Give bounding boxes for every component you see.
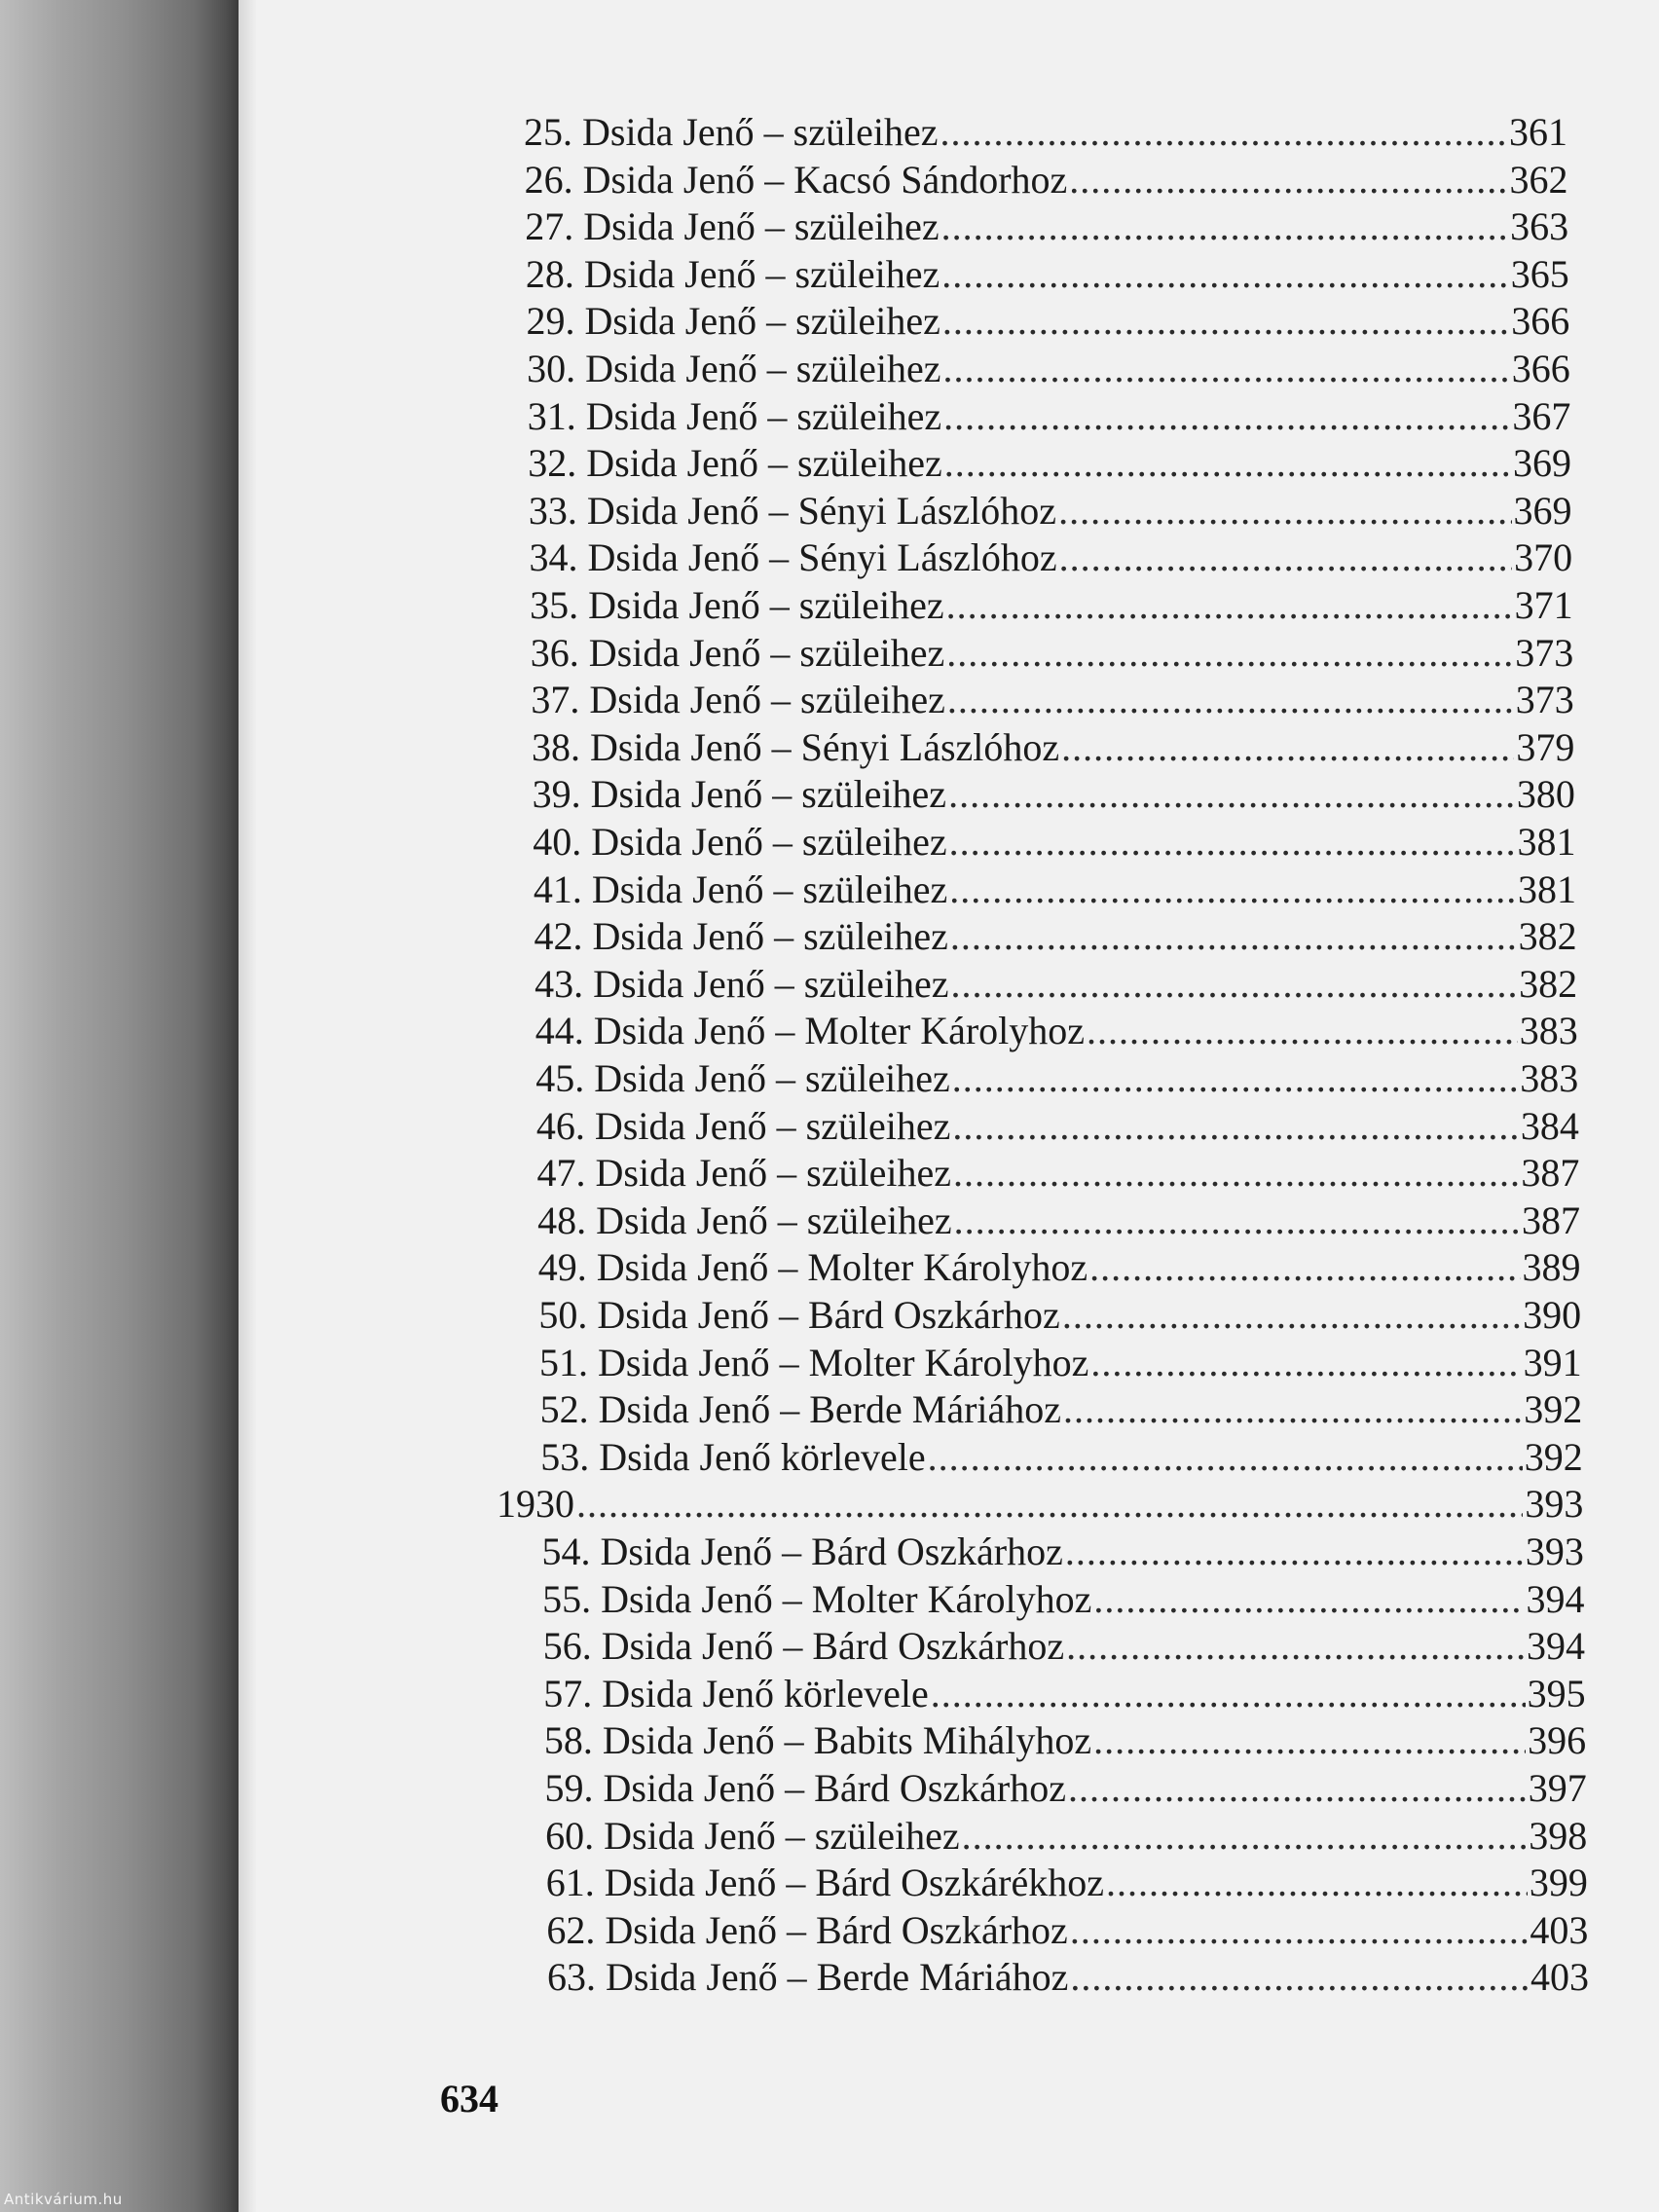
toc-entry-page: 394 bbox=[1526, 1576, 1585, 1621]
toc-leader-dots bbox=[931, 1671, 1526, 1717]
toc-entry-page: 373 bbox=[1515, 678, 1574, 722]
toc-leader-dots bbox=[928, 1434, 1523, 1481]
toc-entry bbox=[534, 866, 1576, 914]
toc-entry-page: 390 bbox=[1523, 1293, 1582, 1337]
toc-entry-title: 62. Dsida Jenő – Bárd Oszkárhoz bbox=[546, 1907, 1068, 1952]
toc-leader-dots bbox=[1068, 1765, 1527, 1812]
toc-entry-page: 384 bbox=[1520, 1103, 1579, 1148]
toc-entry-title: 47. Dsida Jenő – szüleihez bbox=[536, 1151, 951, 1196]
toc-entry-title: 57. Dsida Jenő körlevele bbox=[543, 1671, 929, 1715]
toc-entry-page: 392 bbox=[1524, 1434, 1583, 1479]
toc-leader-dots bbox=[1062, 1292, 1521, 1339]
toc-entry bbox=[540, 1434, 1583, 1482]
toc-entry-title: 36. Dsida Jenő – szüleihez bbox=[530, 630, 945, 675]
toc-entry-title: 61. Dsida Jenő – Bárd Oszkárékhoz bbox=[545, 1861, 1104, 1905]
toc-entry-page: 380 bbox=[1516, 772, 1575, 817]
toc-entry bbox=[546, 1860, 1588, 1907]
toc-leader-dots bbox=[943, 346, 1510, 392]
toc-leader-dots bbox=[950, 913, 1517, 960]
toc-entry-title: 25. Dsida Jenő – szüleihez bbox=[524, 110, 939, 154]
toc-entry-page: 394 bbox=[1527, 1624, 1586, 1669]
toc-entry bbox=[537, 1150, 1580, 1198]
toc-entry-page: 395 bbox=[1527, 1671, 1586, 1715]
toc-entry bbox=[538, 1292, 1581, 1340]
toc-entry bbox=[545, 1813, 1587, 1861]
toc-entry bbox=[546, 1907, 1588, 1955]
toc-leader-dots bbox=[1070, 1954, 1529, 2001]
toc-entry-page: 367 bbox=[1512, 393, 1571, 438]
toc-leader-dots bbox=[1106, 1860, 1528, 1906]
toc-entry-page: 399 bbox=[1529, 1861, 1588, 1905]
toc-entry-title: 52. Dsida Jenő – Berde Máriához bbox=[539, 1387, 1062, 1432]
toc-entry-page: 373 bbox=[1515, 630, 1574, 675]
toc-leader-dots bbox=[942, 298, 1509, 345]
toc-entry-title: 29. Dsida Jenő – szüleihez bbox=[526, 299, 940, 344]
toc-leader-dots bbox=[947, 677, 1514, 723]
toc-entry-page: 392 bbox=[1524, 1387, 1583, 1432]
toc-leader-dots bbox=[944, 440, 1511, 487]
toc-entry-title: 45. Dsida Jenő – szüleihez bbox=[535, 1056, 950, 1100]
toc-leader-dots bbox=[1089, 1244, 1520, 1291]
toc-leader-dots bbox=[951, 961, 1518, 1008]
toc-entry bbox=[526, 298, 1569, 346]
toc-entry-page: 387 bbox=[1521, 1198, 1580, 1242]
toc-leader-dots bbox=[1093, 1717, 1526, 1764]
toc-entry-title: 55. Dsida Jenő – Molter Károlyhoz bbox=[542, 1576, 1092, 1621]
toc-entry-page: 389 bbox=[1522, 1245, 1581, 1290]
toc-entry-page: 382 bbox=[1519, 961, 1578, 1006]
toc-entry-page: 383 bbox=[1520, 1056, 1579, 1100]
toc-entry-page: 361 bbox=[1509, 110, 1567, 154]
toc-entry-page: 396 bbox=[1528, 1718, 1587, 1763]
toc-entry-title: 48. Dsida Jenő – szüleihez bbox=[537, 1198, 952, 1242]
toc-entry bbox=[533, 771, 1575, 819]
toc-entry-page: 397 bbox=[1528, 1766, 1587, 1810]
toc-entry-page: 381 bbox=[1517, 820, 1576, 864]
toc-leader-dots bbox=[1058, 488, 1511, 535]
toc-entry bbox=[530, 582, 1572, 630]
toc-leader-dots bbox=[946, 582, 1513, 629]
toc-entry-title: 54. Dsida Jenő – Bárd Oszkárhoz bbox=[541, 1530, 1063, 1573]
toc-entry-title: 41. Dsida Jenő – szüleihez bbox=[533, 866, 948, 911]
toc-section-year: 1930 bbox=[497, 1482, 574, 1527]
toc-entry bbox=[526, 251, 1569, 299]
toc-entry-title: 44. Dsida Jenő – Molter Károlyhoz bbox=[535, 1009, 1086, 1053]
toc-leader-dots bbox=[952, 1055, 1519, 1102]
toc-entry bbox=[497, 1481, 1583, 1529]
page-number: 634 bbox=[440, 2077, 498, 2120]
toc-entry bbox=[525, 203, 1568, 251]
toc-entry-title: 53. Dsida Jenő körlevele bbox=[540, 1434, 926, 1479]
toc-entry-title: 56. Dsida Jenő – Bárd Oszkárhoz bbox=[542, 1624, 1065, 1669]
toc-entry bbox=[525, 157, 1568, 204]
toc-entry-page: 383 bbox=[1519, 1009, 1578, 1053]
toc-leader-dots bbox=[941, 251, 1508, 298]
toc-entry-title: 38. Dsida Jenő – Sényi Lászlóhoz bbox=[532, 724, 1060, 769]
toc-entry-page: 381 bbox=[1518, 866, 1577, 911]
toc-entry bbox=[535, 961, 1577, 1009]
toc-leader-dots bbox=[949, 819, 1516, 866]
toc-entry-page: 370 bbox=[1514, 535, 1573, 580]
toc-leader-dots bbox=[943, 393, 1510, 440]
toc-entry bbox=[540, 1386, 1583, 1434]
toc-leader-dots bbox=[1093, 1576, 1524, 1623]
toc-entry-title: 51. Dsida Jenő – Molter Károlyhoz bbox=[539, 1340, 1089, 1384]
table-of-contents bbox=[0, 109, 1659, 2008]
toc-entry-page: 393 bbox=[1525, 1530, 1584, 1573]
toc-leader-dots bbox=[1059, 535, 1512, 581]
toc-entry-title: 27. Dsida Jenő – szüleihez bbox=[525, 204, 940, 249]
toc-entry-page: 382 bbox=[1518, 914, 1577, 959]
watermark-text: Antikvárium.hu bbox=[4, 2191, 123, 2208]
toc-leader-dots bbox=[946, 630, 1513, 677]
toc-leader-dots bbox=[1061, 724, 1514, 771]
toc-leader-dots bbox=[948, 771, 1515, 818]
toc-leader-dots bbox=[1063, 1386, 1522, 1433]
toc-leader-dots bbox=[952, 1103, 1518, 1150]
toc-entry-page: 362 bbox=[1509, 157, 1568, 202]
toc-entry-title: 43. Dsida Jenő – szüleihez bbox=[535, 961, 949, 1006]
toc-leader-dots bbox=[1069, 157, 1507, 203]
toc-entry-page: 369 bbox=[1512, 441, 1571, 486]
toc-entry bbox=[531, 677, 1573, 724]
toc-leader-dots bbox=[1065, 1529, 1524, 1575]
toc-leader-dots bbox=[949, 866, 1516, 913]
toc-entry-page: 398 bbox=[1529, 1813, 1588, 1858]
toc-entry bbox=[533, 819, 1575, 866]
toc-entry-title: 37. Dsida Jenő – szüleihez bbox=[531, 678, 945, 722]
toc-entry bbox=[531, 630, 1573, 678]
toc-leader-dots bbox=[576, 1481, 1523, 1528]
toc-entry-title: 28. Dsida Jenő – szüleihez bbox=[525, 251, 940, 296]
toc-leader-dots bbox=[1070, 1907, 1529, 1954]
toc-leader-dots bbox=[1066, 1623, 1525, 1670]
toc-entry-title: 32. Dsida Jenő – szüleihez bbox=[528, 441, 942, 486]
toc-leader-dots bbox=[1090, 1340, 1521, 1386]
toc-entry bbox=[545, 1765, 1587, 1813]
toc-entry bbox=[547, 1954, 1589, 2002]
toc-entry-title: 58. Dsida Jenő – Babits Mihályhoz bbox=[543, 1718, 1092, 1763]
toc-entry bbox=[543, 1671, 1585, 1718]
toc-entry bbox=[529, 488, 1572, 535]
toc-entry bbox=[535, 1055, 1578, 1103]
toc-entry-title: 39. Dsida Jenő – szüleihez bbox=[532, 772, 947, 817]
toc-leader-dots bbox=[954, 1198, 1520, 1244]
toc-entry-page: 393 bbox=[1525, 1482, 1584, 1527]
toc-entry-title: 34. Dsida Jenő – Sényi Lászlóhoz bbox=[529, 535, 1057, 580]
toc-entry-page: 369 bbox=[1513, 488, 1572, 533]
toc-entry bbox=[538, 1244, 1581, 1292]
toc-entry-title: 46. Dsida Jenő – szüleihez bbox=[535, 1103, 951, 1148]
toc-entry bbox=[542, 1576, 1584, 1624]
toc-entry-page: 365 bbox=[1510, 251, 1569, 296]
toc-entry-title: 35. Dsida Jenő – szüleihez bbox=[530, 583, 944, 627]
toc-entry-title: 60. Dsida Jenő – szüleihez bbox=[545, 1813, 960, 1858]
toc-entry-title: 50. Dsida Jenő – Bárd Oszkárhoz bbox=[538, 1293, 1060, 1337]
toc-entry-title: 59. Dsida Jenő – Bárd Oszkárhoz bbox=[544, 1766, 1066, 1810]
toc-entry bbox=[528, 393, 1571, 441]
toc-entry bbox=[528, 440, 1571, 488]
toc-entry bbox=[544, 1717, 1586, 1765]
toc-entry-title: 49. Dsida Jenő – Molter Károlyhoz bbox=[537, 1245, 1088, 1290]
toc-leader-dots bbox=[953, 1150, 1519, 1197]
toc-leader-dots bbox=[940, 109, 1507, 156]
toc-entry-title: 63. Dsida Jenő – Berde Máriához bbox=[547, 1955, 1069, 2000]
toc-leader-dots bbox=[962, 1813, 1528, 1860]
toc-entry bbox=[532, 724, 1574, 772]
toc-entry-page: 391 bbox=[1523, 1340, 1582, 1384]
toc-entry-title: 40. Dsida Jenő – szüleihez bbox=[533, 820, 947, 864]
toc-entry-page: 403 bbox=[1530, 1907, 1589, 1952]
toc-leader-dots bbox=[1087, 1008, 1518, 1054]
toc-entry bbox=[527, 346, 1570, 393]
toc-entry-page: 403 bbox=[1530, 1955, 1589, 2000]
toc-leader-dots bbox=[941, 203, 1508, 250]
toc-entry bbox=[543, 1623, 1585, 1671]
toc-entry-title: 31. Dsida Jenő – szüleihez bbox=[527, 393, 942, 438]
toc-entry-page: 363 bbox=[1510, 204, 1569, 249]
toc-entry-page: 379 bbox=[1516, 724, 1575, 769]
toc-entry-title: 30. Dsida Jenő – szüleihez bbox=[527, 347, 941, 390]
toc-entry bbox=[537, 1198, 1580, 1245]
toc-entry bbox=[541, 1529, 1583, 1576]
toc-entry-page: 366 bbox=[1511, 347, 1570, 390]
toc-entry bbox=[539, 1340, 1582, 1387]
toc-entry-title: 26. Dsida Jenő – Kacsó Sándorhoz bbox=[524, 157, 1068, 202]
toc-entry bbox=[534, 913, 1576, 961]
toc-entry-page: 366 bbox=[1511, 299, 1570, 344]
toc-entry bbox=[536, 1103, 1579, 1151]
toc-entry bbox=[524, 109, 1567, 157]
toc-entry-title: 42. Dsida Jenő – szüleihez bbox=[534, 914, 948, 959]
toc-entry-title: 33. Dsida Jenő – Sényi Lászlóhoz bbox=[528, 488, 1057, 533]
toc-entry bbox=[535, 1008, 1578, 1055]
toc-entry-page: 387 bbox=[1521, 1151, 1580, 1196]
toc-entry bbox=[530, 535, 1573, 582]
toc-entry-page: 371 bbox=[1514, 583, 1573, 627]
